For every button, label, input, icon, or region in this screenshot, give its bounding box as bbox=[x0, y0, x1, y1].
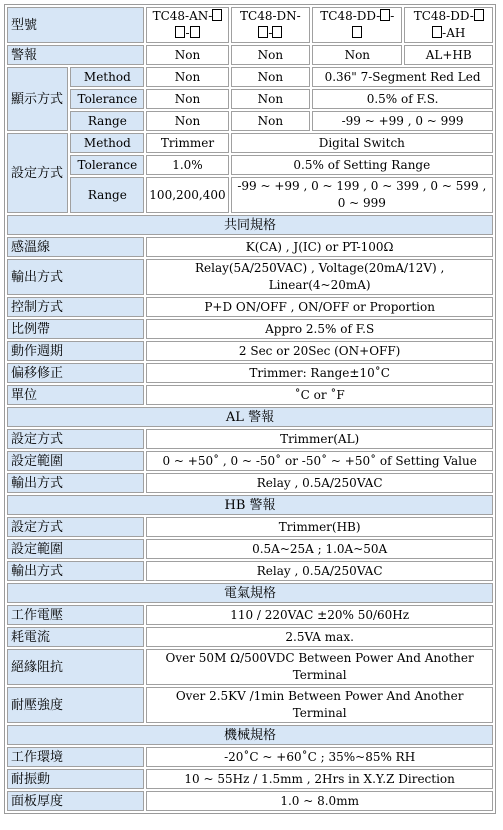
electrical-label: 耗電流 bbox=[7, 627, 144, 647]
model-an: TC48-AN- - bbox=[146, 7, 228, 43]
al-value: Trimmer(AL) bbox=[146, 429, 493, 449]
al-row bbox=[7, 451, 493, 471]
hb-value: 0.5A~25A ; 1.0A~50A bbox=[146, 539, 493, 559]
hb-label: 設定方式 bbox=[7, 517, 144, 537]
display-span-value: -99 ~ +99 , 0 ~ 999 bbox=[312, 111, 493, 131]
electrical-row bbox=[7, 605, 493, 625]
display-sub-tolerance: Tolerance bbox=[70, 89, 144, 109]
setting-label: 設定方式 bbox=[7, 133, 68, 213]
common-label: 比例帶 bbox=[7, 319, 144, 339]
display-value: Non bbox=[146, 67, 228, 87]
display-sub-method: Method bbox=[70, 67, 144, 87]
alarm-value: Non bbox=[146, 45, 228, 65]
hb-row bbox=[7, 517, 493, 537]
electrical-value: Over 2.5KV /1min Between Power And Another Terminal bbox=[146, 687, 493, 723]
common-label: 單位 bbox=[7, 385, 144, 405]
hb-row bbox=[7, 539, 493, 559]
common-value: Trimmer: Range±10˚C bbox=[146, 363, 493, 383]
common-row bbox=[7, 297, 493, 317]
al-value: Relay , 0.5A/250VAC bbox=[146, 473, 493, 493]
mechanical-label: 面板厚度 bbox=[7, 791, 144, 811]
model-dd-ah: TC48-DD- -AH bbox=[404, 7, 493, 43]
electrical-row bbox=[7, 687, 493, 723]
common-row bbox=[7, 237, 493, 257]
display-label: 顯示方式 bbox=[7, 67, 68, 131]
section-title-hb: HB 警報 bbox=[7, 495, 493, 515]
placeholder-box-icon bbox=[175, 26, 185, 38]
electrical-value: 2.5VA max. bbox=[146, 627, 493, 647]
setting-span-value: 0.5% of Setting Range bbox=[231, 155, 493, 175]
al-label: 設定方式 bbox=[7, 429, 144, 449]
display-row bbox=[7, 111, 493, 131]
setting-row bbox=[7, 155, 493, 175]
display-value: Non bbox=[231, 111, 310, 131]
common-label: 動作週期 bbox=[7, 341, 144, 361]
mechanical-row bbox=[7, 791, 493, 811]
common-row bbox=[7, 363, 493, 383]
display-value: Non bbox=[146, 111, 228, 131]
model-dd: TC48-DD- - bbox=[312, 7, 402, 43]
al-value: 0 ~ +50˚ , 0 ~ -50˚ or -50˚ ~ +50˚ of Setting Value bbox=[146, 451, 493, 471]
setting-span-value: -99 ~ +99 , 0 ~ 199 , 0 ~ 399 , 0 ~ 599 , 0 ~ 999 bbox=[231, 177, 493, 213]
common-row bbox=[7, 385, 493, 405]
common-value: 2 Sec or 20Sec (ON+OFF) bbox=[146, 341, 493, 361]
hb-value: Relay , 0.5A/250VAC bbox=[146, 561, 493, 581]
hb-value: Trimmer(HB) bbox=[146, 517, 493, 537]
placeholder-box-icon bbox=[258, 26, 268, 38]
electrical-label: 絕緣阻抗 bbox=[7, 649, 144, 685]
mechanical-value: -20˚C ~ +60˚C ; 35%~85% RH bbox=[146, 747, 493, 767]
alarm-row bbox=[7, 45, 493, 65]
section-header-row bbox=[7, 725, 493, 745]
setting-row bbox=[7, 177, 493, 213]
common-row bbox=[7, 259, 493, 295]
hb-row bbox=[7, 561, 493, 581]
common-label: 偏移修正 bbox=[7, 363, 144, 383]
common-label: 感溫線 bbox=[7, 237, 144, 257]
display-row bbox=[7, 67, 493, 87]
electrical-value: 110 / 220VAC ±20% 50/60Hz bbox=[146, 605, 493, 625]
electrical-row bbox=[7, 649, 493, 685]
placeholder-box-icon bbox=[272, 26, 282, 38]
placeholder-box-icon bbox=[432, 26, 442, 38]
section-title-electrical: 電氣規格 bbox=[7, 583, 493, 603]
display-span-value: 0.36" 7-Segment Red Led bbox=[312, 67, 493, 87]
display-value: Non bbox=[146, 89, 228, 109]
placeholder-box-icon bbox=[212, 9, 222, 21]
placeholder-box-icon bbox=[474, 9, 484, 21]
section-header-row bbox=[7, 495, 493, 515]
hb-label: 設定範圍 bbox=[7, 539, 144, 559]
common-label: 控制方式 bbox=[7, 297, 144, 317]
display-value: Non bbox=[231, 89, 310, 109]
electrical-label: 耐壓強度 bbox=[7, 687, 144, 723]
display-sub-range: Range bbox=[70, 111, 144, 131]
al-row bbox=[7, 473, 493, 493]
model-label: 型號 bbox=[7, 7, 144, 43]
common-value: Relay(5A/250VAC) , Voltage(20mA/12V) , Linear(4~20mA) bbox=[146, 259, 493, 295]
alarm-value: Non bbox=[312, 45, 402, 65]
placeholder-box-icon bbox=[190, 26, 200, 38]
alarm-value: AL+HB bbox=[404, 45, 493, 65]
common-label: 輸出方式 bbox=[7, 259, 144, 295]
electrical-row bbox=[7, 627, 493, 647]
placeholder-box-icon bbox=[352, 26, 362, 38]
alarm-label: 警報 bbox=[7, 45, 144, 65]
common-value: K(CA) , J(IC) or PT-100Ω bbox=[146, 237, 493, 257]
mechanical-row bbox=[7, 747, 493, 767]
section-header-row bbox=[7, 215, 493, 235]
setting-value: Trimmer bbox=[146, 133, 228, 153]
setting-row bbox=[7, 133, 493, 153]
display-value: Non bbox=[231, 67, 310, 87]
common-value: ˚C or ˚F bbox=[146, 385, 493, 405]
setting-sub-tolerance: Tolerance bbox=[70, 155, 144, 175]
mechanical-row bbox=[7, 769, 493, 789]
mechanical-label: 耐振動 bbox=[7, 769, 144, 789]
model-dn: TC48-DN- - bbox=[231, 7, 310, 43]
al-row bbox=[7, 429, 493, 449]
hb-label: 輸出方式 bbox=[7, 561, 144, 581]
setting-sub-method: Method bbox=[70, 133, 144, 153]
al-label: 設定範圍 bbox=[7, 451, 144, 471]
placeholder-box-icon bbox=[380, 9, 390, 21]
electrical-label: 工作電壓 bbox=[7, 605, 144, 625]
mechanical-label: 工作環境 bbox=[7, 747, 144, 767]
common-row bbox=[7, 319, 493, 339]
common-value: P+D ON/OFF , ON/OFF or Proportion bbox=[146, 297, 493, 317]
section-header-row bbox=[7, 407, 493, 427]
section-title-common: 共同規格 bbox=[7, 215, 493, 235]
mechanical-value: 10 ~ 55Hz / 1.5mm , 2Hrs in X.Y.Z Direction bbox=[146, 769, 493, 789]
model-header-row bbox=[7, 7, 493, 43]
common-value: Appro 2.5% of F.S bbox=[146, 319, 493, 339]
spec-table-wrapper bbox=[4, 4, 496, 814]
setting-sub-range: Range bbox=[70, 177, 144, 213]
mechanical-value: 1.0 ~ 8.0mm bbox=[146, 791, 493, 811]
alarm-value: Non bbox=[231, 45, 310, 65]
spec-table bbox=[4, 4, 496, 814]
common-row bbox=[7, 341, 493, 361]
section-title-mechanical: 機械規格 bbox=[7, 725, 493, 745]
section-title-al: AL 警報 bbox=[7, 407, 493, 427]
electrical-value: Over 50M Ω/500VDC Between Power And Another Terminal bbox=[146, 649, 493, 685]
setting-value: 100,200,400 bbox=[146, 177, 228, 213]
setting-span-value: Digital Switch bbox=[231, 133, 493, 153]
display-span-value: 0.5% of F.S. bbox=[312, 89, 493, 109]
display-row bbox=[7, 89, 493, 109]
setting-value: 1.0% bbox=[146, 155, 228, 175]
section-header-row bbox=[7, 583, 493, 603]
al-label: 輸出方式 bbox=[7, 473, 144, 493]
